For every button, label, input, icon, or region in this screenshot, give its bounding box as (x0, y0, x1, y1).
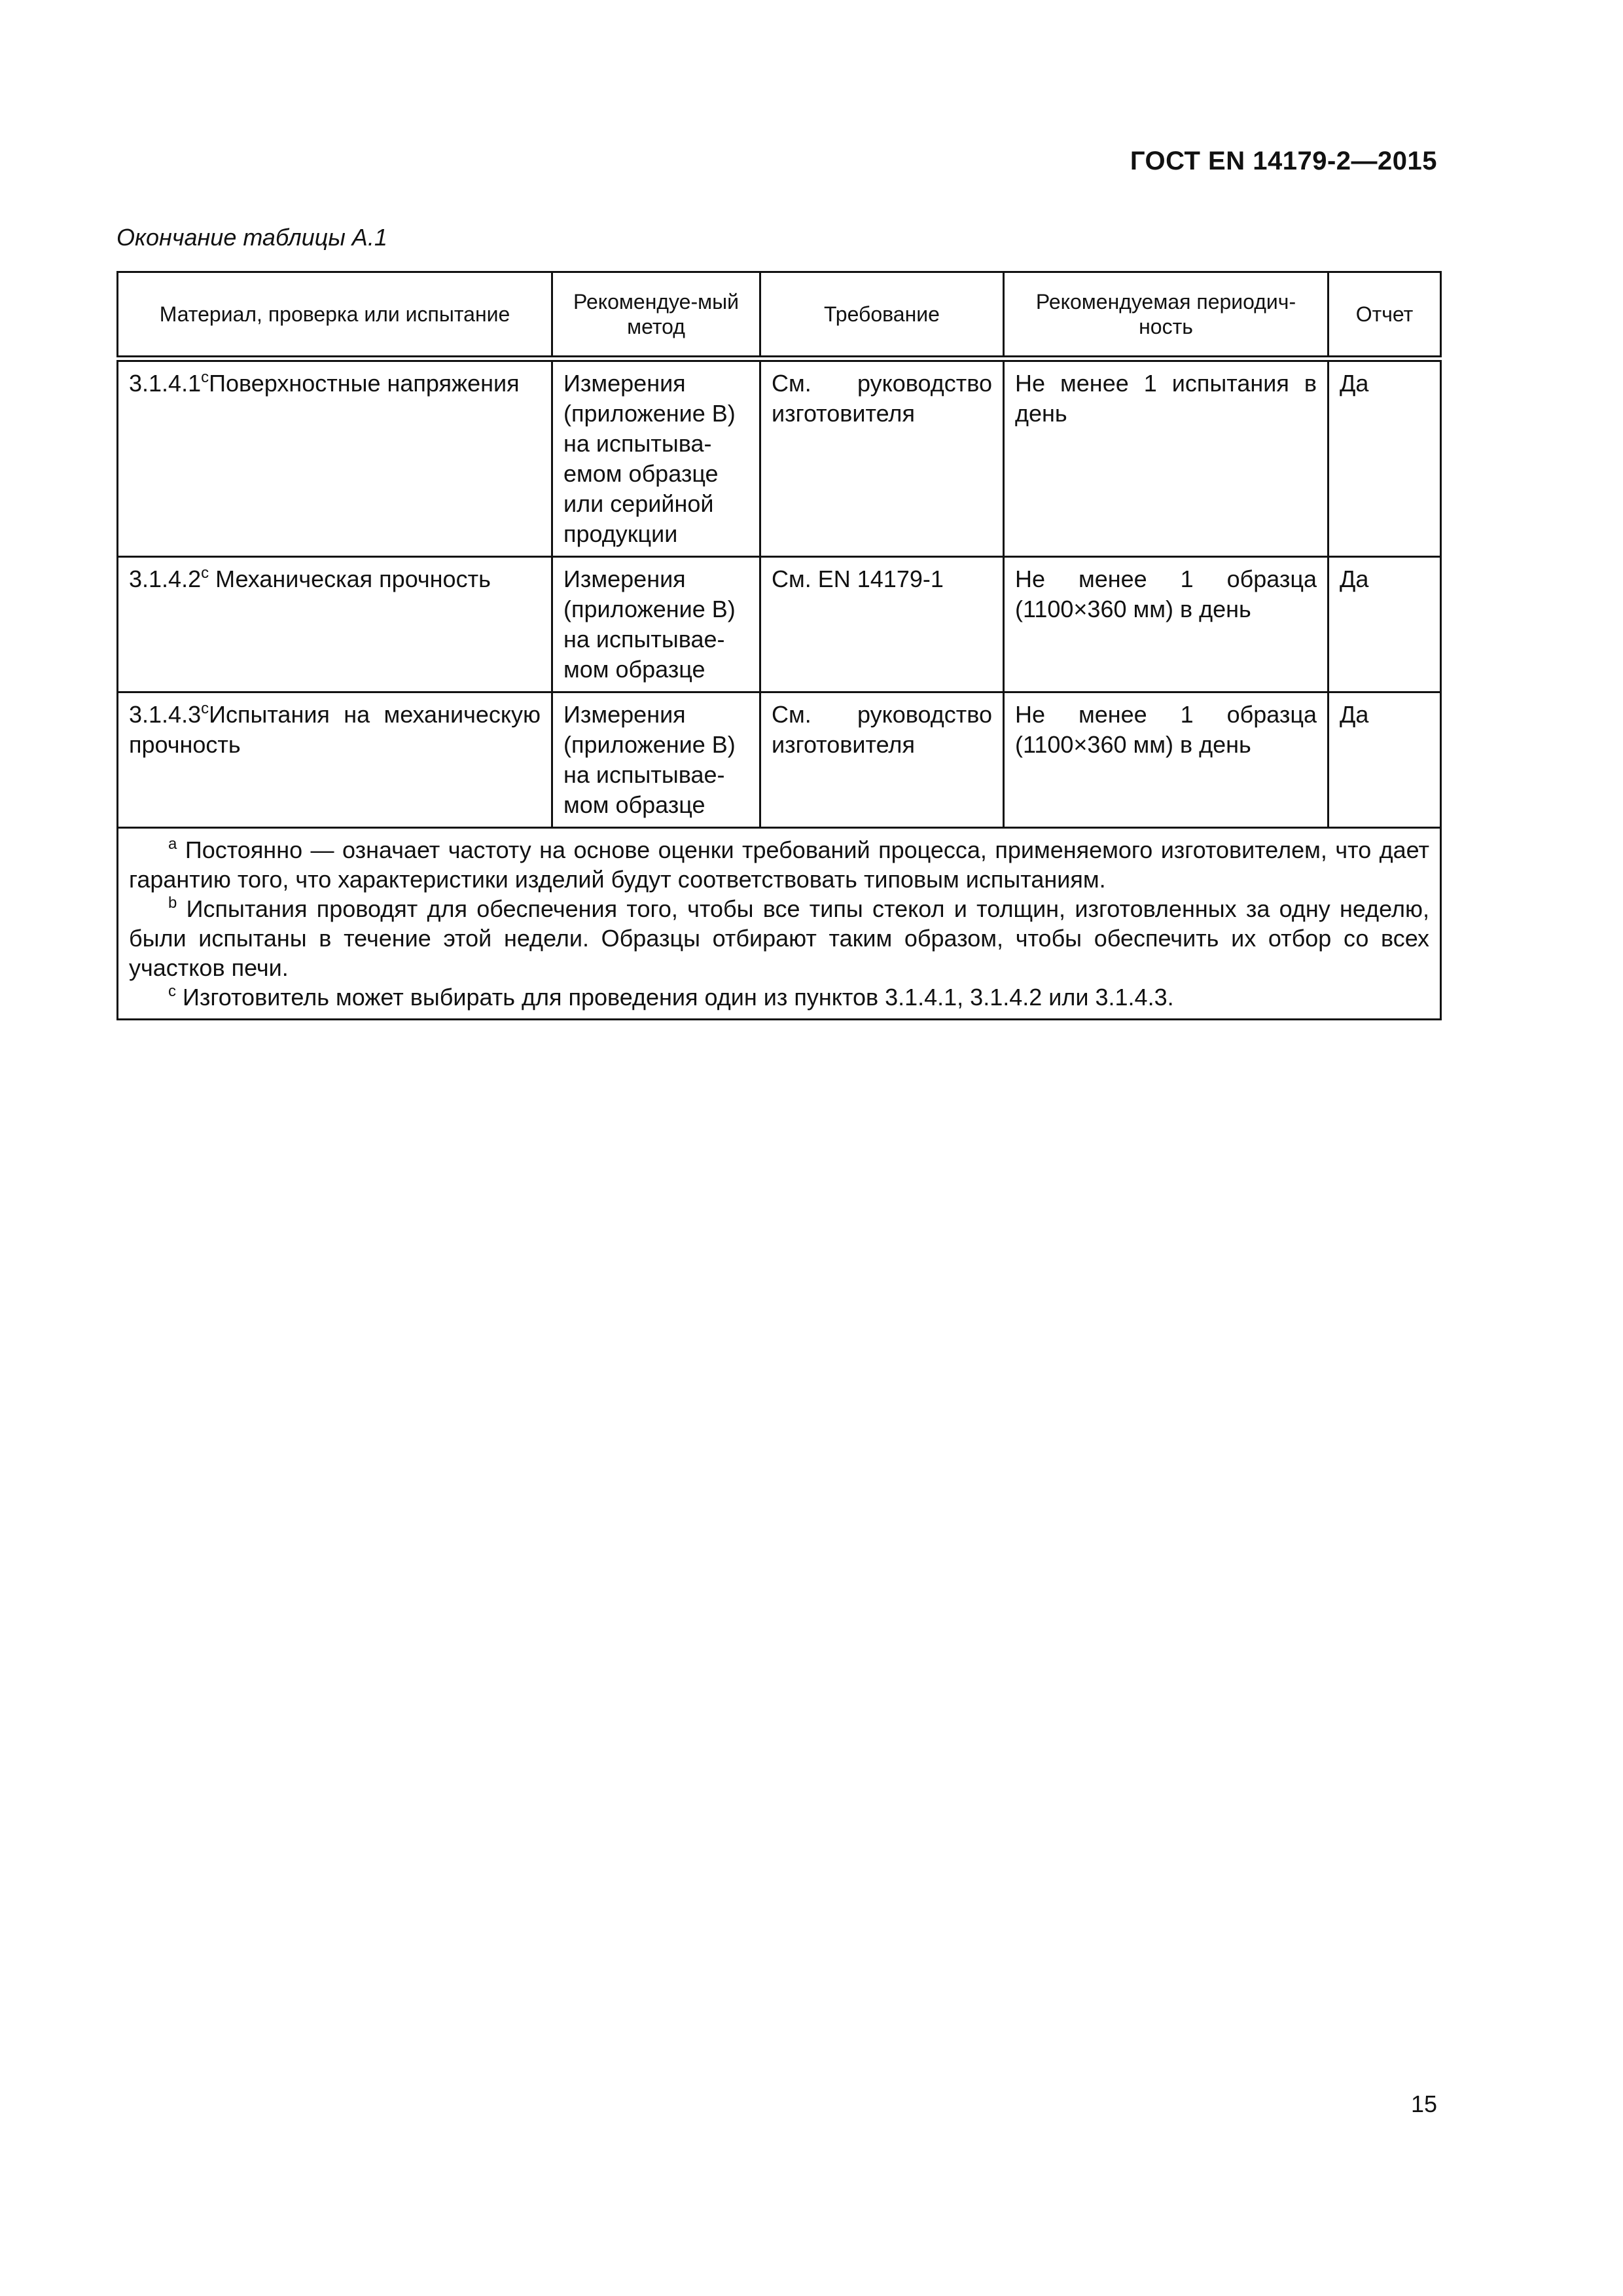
clause-number: 3.1.4.3 (129, 701, 202, 728)
column-header-method: Рекомендуе-мый метод (552, 272, 760, 359)
material-name: Механическая прочность (215, 565, 491, 592)
material-cell (118, 359, 552, 557)
table-header-row (118, 272, 1441, 359)
table-row (118, 359, 1441, 557)
footnote-text: Испытания проводят для обеспечения того, чтобы все типы стекол и толщин, изготовленных за одну неделю, были испытаны в течение этой недели. Образцы отбирают таким образом, чтобы обеспечить их отбор со всех участков печи. (129, 895, 1429, 981)
material-name: Испытания на механическую прочность (129, 701, 541, 758)
footnote-text: Постоянно — означает частоту на основе оценки требований процесса, применяемого изготовителем, что дает гарантию того, что характеристики изделий будут соответствовать типовым испытаниям. (129, 836, 1429, 893)
table-caption: Окончание таблицы А.1 (116, 224, 387, 251)
column-header-material: Материал, проверка или испытание (118, 272, 552, 359)
clause-number: 3.1.4.1 (129, 370, 202, 397)
requirement-cell: См. EN 14179-1 (760, 557, 1004, 692)
requirement-cell: См. руководство изготовителя (760, 359, 1004, 557)
frequency-cell: Не менее 1 образца (1100×360 мм) в день (1004, 692, 1329, 828)
footnote-mark: a (168, 835, 177, 853)
footnote-mark: c (168, 982, 176, 1000)
requirements-table (116, 271, 1442, 1020)
document-code: ГОСТ EN 14179-2—2015 (1130, 147, 1437, 175)
footnote (129, 835, 1429, 894)
page-number: 15 (1410, 2090, 1437, 2117)
footnote-ref: c (201, 564, 209, 582)
footnotes-cell (118, 828, 1441, 1020)
material-cell (118, 692, 552, 828)
column-header-requirement: Требование (760, 272, 1004, 359)
report-cell: Да (1329, 359, 1441, 557)
report-cell: Да (1329, 557, 1441, 692)
requirement-cell: См. руководство изготовителя (760, 692, 1004, 828)
method-cell: Измерения (приложение В) на испытыва-емом образце или серийной продукции (552, 359, 760, 557)
footnote-ref: c (201, 700, 209, 717)
material-cell (118, 557, 552, 692)
frequency-cell: Не менее 1 образца (1100×360 мм) в день (1004, 557, 1329, 692)
method-cell: Измерения (приложение В) на испытывае-мом образце (552, 692, 760, 828)
frequency-cell: Не менее 1 испытания в день (1004, 359, 1329, 557)
table-row (118, 692, 1441, 828)
clause-number: 3.1.4.2 (129, 565, 202, 592)
column-header-frequency: Рекомендуемая периодич-ность (1004, 272, 1329, 359)
footnotes-row (118, 828, 1441, 1020)
footnote-text: Изготовитель может выбирать для проведения один из пунктов 3.1.4.1, 3.1.4.2 или 3.1.4.3. (183, 984, 1174, 1011)
method-cell: Измерения (приложение В) на испытывае-мом образце (552, 557, 760, 692)
column-header-report: Отчет (1329, 272, 1441, 359)
report-cell: Да (1329, 692, 1441, 828)
footnote (129, 982, 1429, 1012)
footnote (129, 894, 1429, 982)
table-row (118, 557, 1441, 692)
footnote-ref: c (201, 368, 209, 386)
footnote-mark: b (168, 894, 177, 912)
material-name: Поверхностные напряжения (209, 370, 520, 397)
